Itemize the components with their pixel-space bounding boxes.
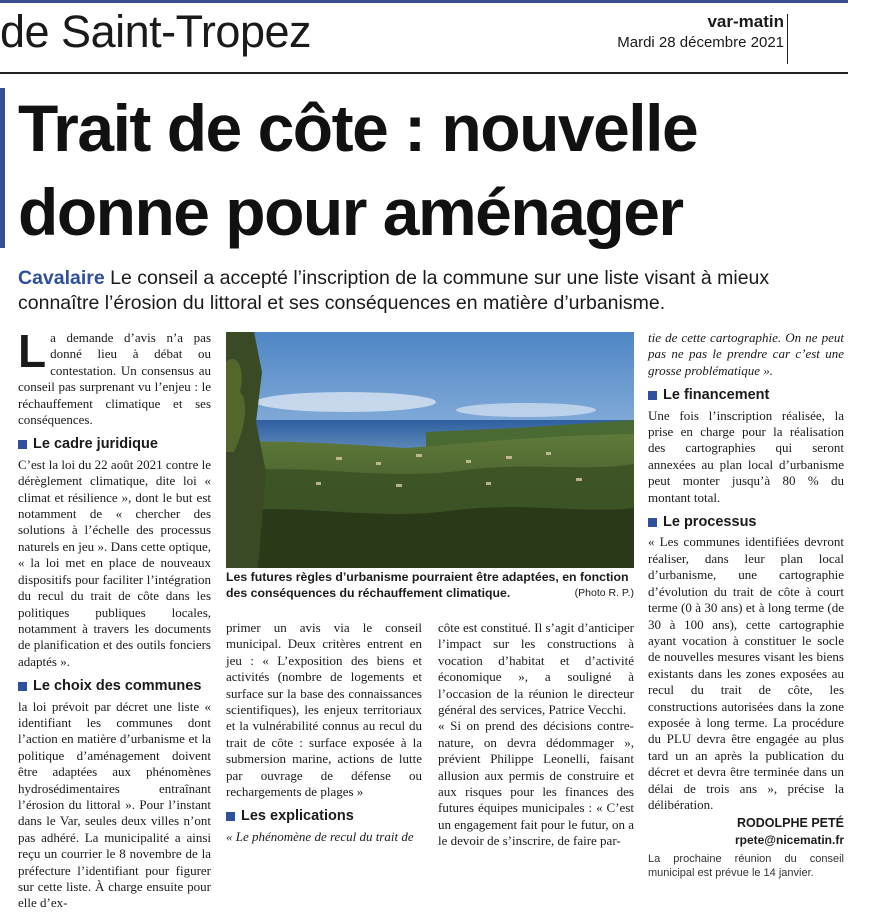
square-bullet-icon (226, 812, 235, 821)
paragraph-explications: « Le phénomène de recul du trait de (226, 828, 414, 844)
photo-caption (226, 570, 634, 601)
publication-date: Mardi 28 décembre 2021 (617, 34, 784, 51)
meeting-note: La prochaine réunion du conseil municipal est prévue le 14 janvier. (648, 853, 844, 880)
intro-paragraph (18, 325, 211, 428)
square-bullet-icon (648, 391, 657, 400)
paragraph-cartographie: tie de cette cartographie. On ne peut pas ne pas le prendre car c’est une grosse problématique ». (648, 330, 844, 378)
subhead-processus-label: Le processus (663, 514, 757, 531)
subhead-cadre (18, 436, 211, 452)
paragraph-processus: « Les communes identifiées devront réaliser, dans leur plan local d’urbanisme, une cartographie d’évolution du trait de côte à court terme (0 à 30 ans) et à long terme (de 30 à 100 ans), cette cartographie ayant vocation à constituer le socle de nouvelles mesures visant les biens existants dans les zones exposées au recul du trait de côte, les constructions autorisées dans la zone exposée à long terme. La procédure du PLU devra être engagée au plus tard un an après la publication du décret et devra être terminée dans un délai de trois ans », précise la délibération. (648, 534, 844, 812)
subhead-financement (648, 387, 844, 403)
square-bullet-icon (18, 682, 27, 691)
subhead-choix-label: Le choix des communes (33, 678, 202, 695)
column-2 (226, 620, 422, 845)
paragraph-choix: la loi prévoit par décret une liste « identifiant les communes dont l’action en matière d’urbanisme et la politique d’aménagement doivent être adaptées aux phénomènes hydrosédimentaires entraînant l’érosion du littoral ». Pour l’instant dans le Var, seules deux villes n’ont pas adhéré. La municipalité a ainsi reçu un courrier le 8 novembre de la préfecture l’identifiant pour figurer sur cette liste. À charge ensuite pour elle d’ex- (18, 698, 211, 911)
masthead-divider (787, 14, 788, 64)
paragraph-leonelli: « Si on prend des décisions contre-nature, on devra dédommager », prévient Philippe Leonelli, faisant allusion aux permis de construire et aux risques pour les finances des futures équipes municipales : « C’est un engagement fait pour le futur, on a le devoir de s’inscrire, de faire par- (438, 718, 634, 849)
intro-text: a demande d’avis n’a pas donné lieu à débat ou contestation. Un consensus au conseil pas surprenant vu l’enjeu : le réchauffement climatique et ses conséquences. (18, 330, 211, 428)
photo-credit: (Photo R. P.) (574, 586, 634, 599)
author-email: rpete@nicematin.fr (734, 832, 844, 847)
subhead-choix (18, 678, 211, 694)
landscape-photo (226, 332, 634, 568)
subhead-explications-label: Les explications (241, 808, 354, 825)
subhead-cadre-label: Le cadre juridique (33, 436, 158, 453)
lead-text: Le conseil a accepté l’inscription de la commune sur une liste visant à mieux connaître l’érosion du littoral et ses conséquences en matière d’urbanisme. (18, 267, 770, 314)
masthead (617, 12, 784, 51)
headline-accent-bar (0, 88, 5, 248)
column-4 (648, 330, 844, 880)
subhead-explications (226, 808, 422, 824)
drop-cap: L (18, 325, 47, 377)
header-rule (0, 72, 848, 74)
square-bullet-icon (18, 440, 27, 449)
newspaper-name: var-matin (707, 12, 784, 31)
lead-town: Cavalaire (18, 267, 105, 289)
caption-text: Les futures règles d’urbanisme pourraient être adaptées, en fonction des conséquences du réchauffement climatique. (226, 570, 629, 600)
column-1 (18, 325, 211, 912)
author-byline: RODOLPHE PETÉ (737, 816, 844, 831)
headline: Trait de côte : nouvelle donne pour aménager (18, 91, 698, 249)
paragraph-financement: Une fois l’inscription réalisée, la prise en charge pour la réalisation des cartographies qui seront annexées au plan local d’urbanisme peut monter jusqu’à 80 % du montant total. (648, 407, 844, 505)
top-rule (0, 0, 848, 3)
subhead-processus (648, 514, 844, 530)
lead-paragraph (18, 266, 848, 316)
column-3 (438, 620, 634, 850)
square-bullet-icon (648, 518, 657, 527)
coastline-photo-illustration (226, 332, 634, 568)
paragraph-cadre: C’est la loi du 22 août 2021 contre le dérèglement climatique, dite loi « climat et résilience », dont le but est notamment de « chercher des solutions à l’échelle des processus naturels en jeu ». Dans cette optique, « la loi met en place de nouveaux dispositifs pour faciliter l’intégration du recul du trait de côte dans les politiques publiques locales, notamment à travers les documents de planification et des outils fonciers adaptés ». (18, 456, 211, 669)
paragraph-criteres: primer un avis via le conseil municipal. Deux critères entrent en jeu : « L’exposition des biens et activités (nombre de logements et surface sur la base des connaissances scientifiques), les enjeux territoriaux et la vulnérabilité connus au recul du trait de côte : surface exposée à la submersion marine, actions de lutte par ouvrage de défense ou rechargements de plages » (226, 620, 422, 800)
section-title: de Saint-Tropez (0, 6, 311, 57)
paragraph-vecchi: côte est constitué. Il s’agit d’anticiper l’impact sur les constructions à vocation d’habitat et d’activité économique », a souligné à l’occasion de la réunion le directeur général des services, Patrice Vecchi. (438, 620, 634, 718)
subhead-financement-label: Le financement (663, 387, 770, 404)
